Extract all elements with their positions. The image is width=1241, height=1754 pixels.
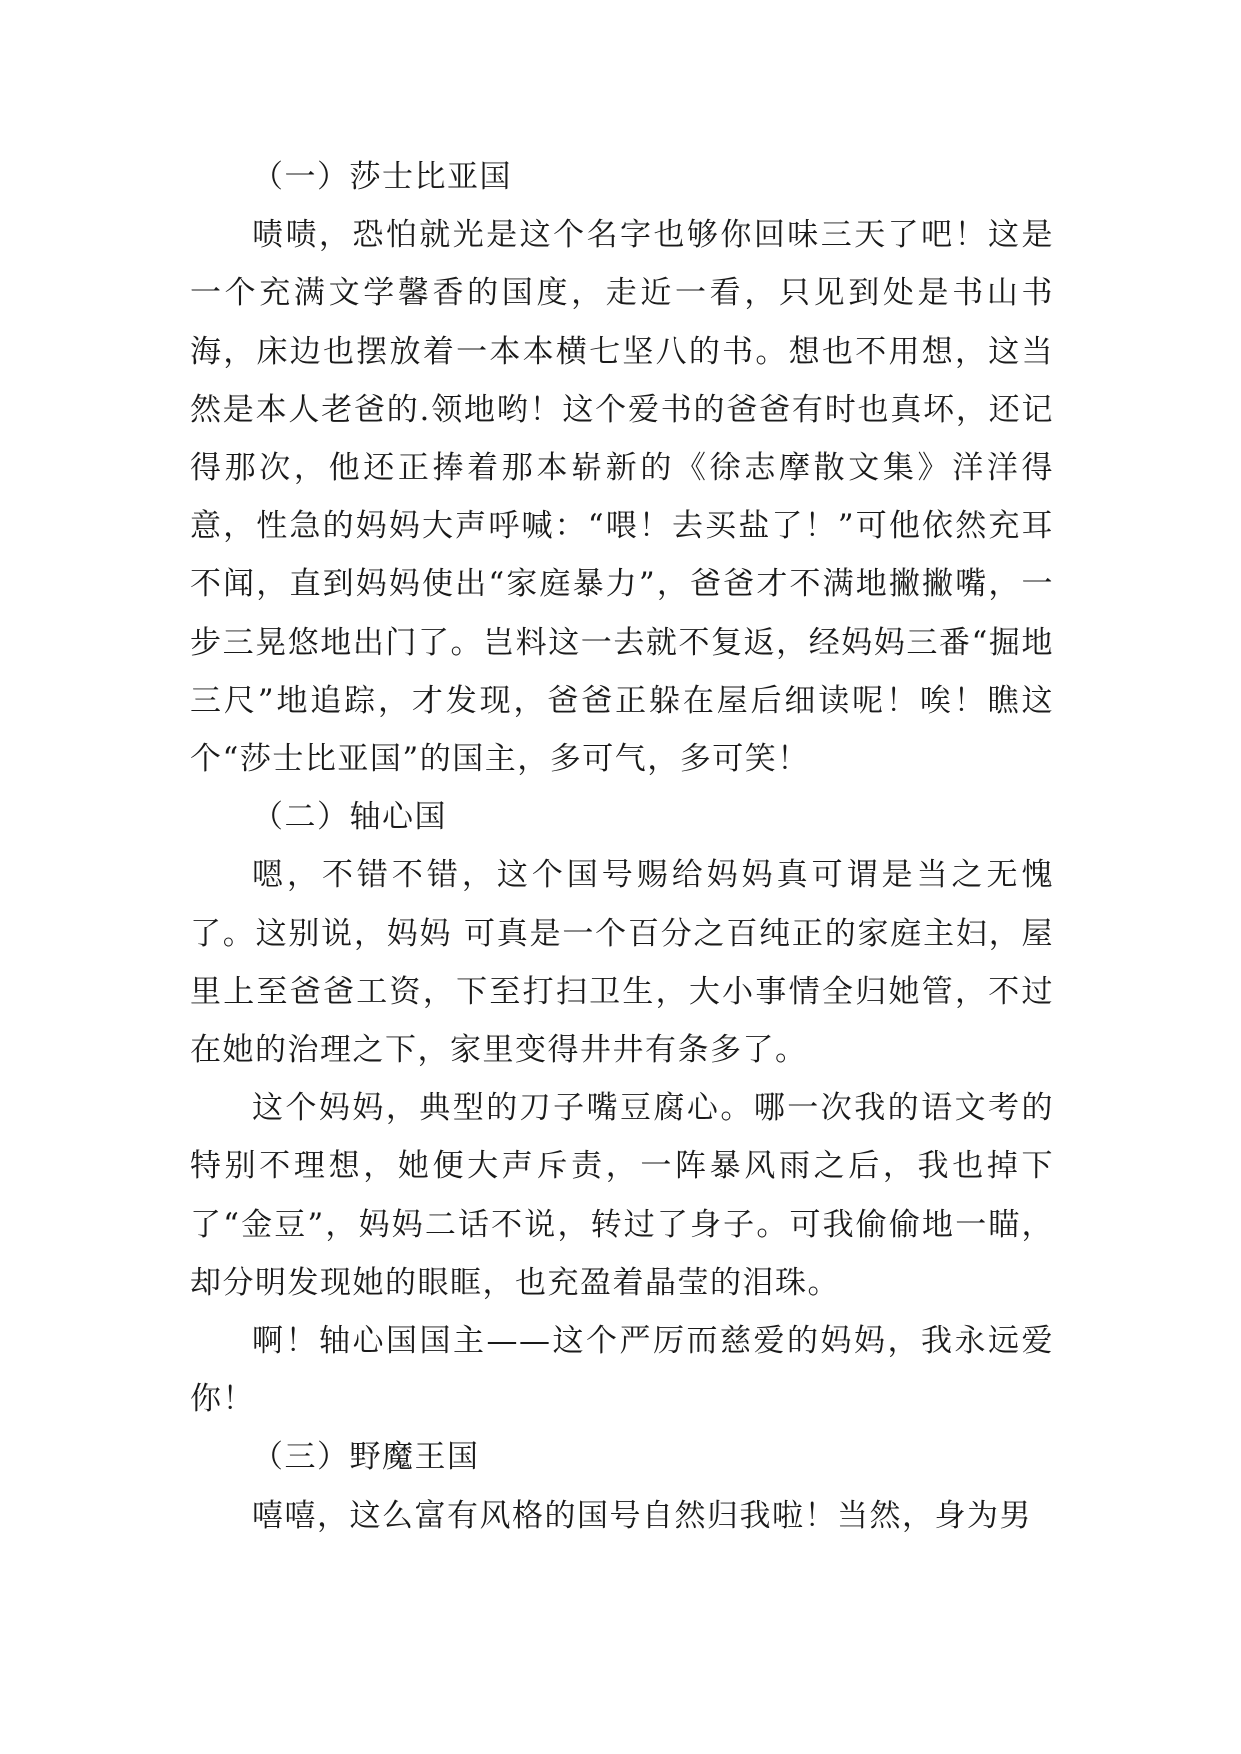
- paragraph-2-1: 嗯，不错不错，这个国号赐给妈妈真可谓是当之无愧了。这别说，妈妈 可真是一个百分之百纯正的家庭主妇，屋里上至爸爸工资，下至打扫卫生，大小事情全归她管，不过在她的治理之下，家里变得井井有条多了。: [190, 857, 1054, 1069]
- paragraph-1-1: 啧啧，恐怕就光是这个名字也够你回味三天了吧！这是一个充满文学馨香的国度，走近一看，只见到处是书山书海，床边也摆放着一本本横七坚八的书。想也不用想，这当然是本人老爸的.领地哟！这个爱书的爸爸有时也真坏，还记得那次，他还正捧着那本崭新的《徐志摩散文集》洋洋得意，性急的妈妈大声呼喊：“喂！去买盐了！”可他依然充耳不闻，直到妈妈使出“家庭暴力”，爸爸才不满地撇撇嘴，一步三晃悠地出门了。岂料这一去就不复返，经妈妈三番“掘地三尺”地追踪，才发现，爸爸正躲在屋后细读呢！唉！瞧这个“莎士比亚国”的国主，多可气，多可笑！: [190, 217, 1054, 778]
- paragraph-2-2: 这个妈妈，典型的刀子嘴豆腐心。哪一次我的语文考的特别不理想，她便大声斥责，一阵暴风雨之后，我也掉下了“金豆”，妈妈二话不说，转过了身子。可我偷偷地一瞄，却分明发现她的眼眶，也充盈着晶莹的泪珠。: [190, 1090, 1054, 1301]
- document-body: [190, 148, 1054, 1545]
- paragraph-3-1: 嘻嘻，这么富有风格的国号自然归我啦！当然，身为男: [252, 1497, 1032, 1534]
- paragraph-2-3: 啊！轴心国国主——这个严厉而慈爱的妈妈，我永远爱你！: [190, 1323, 1054, 1418]
- section-heading-2: （二）轴心国: [252, 799, 447, 836]
- section-heading-1: （一）莎士比亚国: [252, 159, 512, 195]
- section-heading-3: （三）野魔王国: [252, 1439, 480, 1476]
